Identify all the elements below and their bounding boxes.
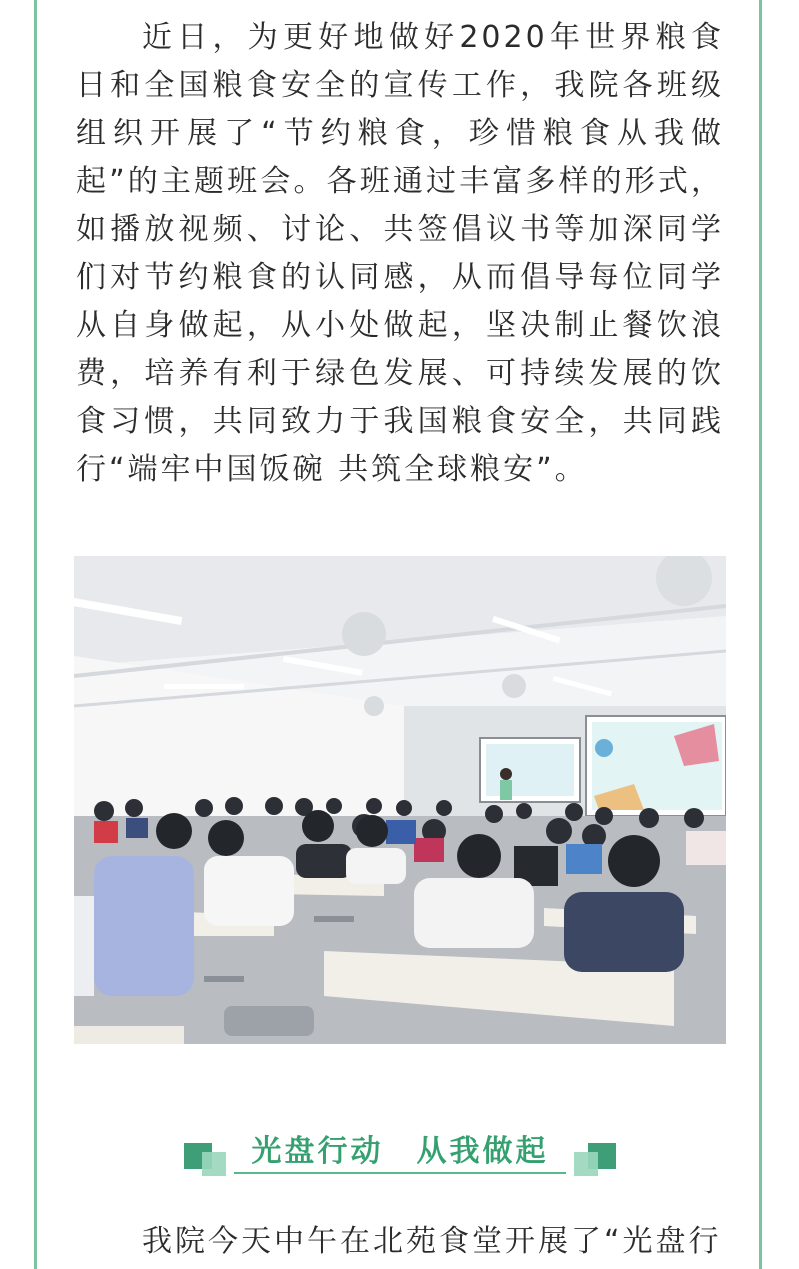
article-paragraph-2: 我院今天中午在北苑食堂开展了“光盘行 xyxy=(142,1224,722,1259)
section-heading xyxy=(180,1122,620,1182)
decor-square-icon xyxy=(574,1152,598,1176)
decor-square-icon xyxy=(202,1152,226,1176)
article-paragraph-1: 近日，为更好地做好2020年世界粮食日和全国粮食安全的宣传工作，我院各班级组织开展了“节约粮食，珍惜粮食从我做起”的主题班会。各班通过丰富多样的形式，如播放视频、讨论、共签倡议书等加深同学们对节约粮食的认同感，从而倡导每位同学从自身做起，从小处做起，坚决制止餐饮浪费，培养有利于绿色发展、可持续发展的饮食习惯，共同致力于我国粮食安全，共同践行“端牢中国饭碗 共筑全球粮安”。 xyxy=(76,20,724,487)
classroom-photo xyxy=(74,556,726,1044)
section-underline xyxy=(234,1172,566,1174)
section-title: 光盘行动 从我做起 xyxy=(251,1134,549,1169)
